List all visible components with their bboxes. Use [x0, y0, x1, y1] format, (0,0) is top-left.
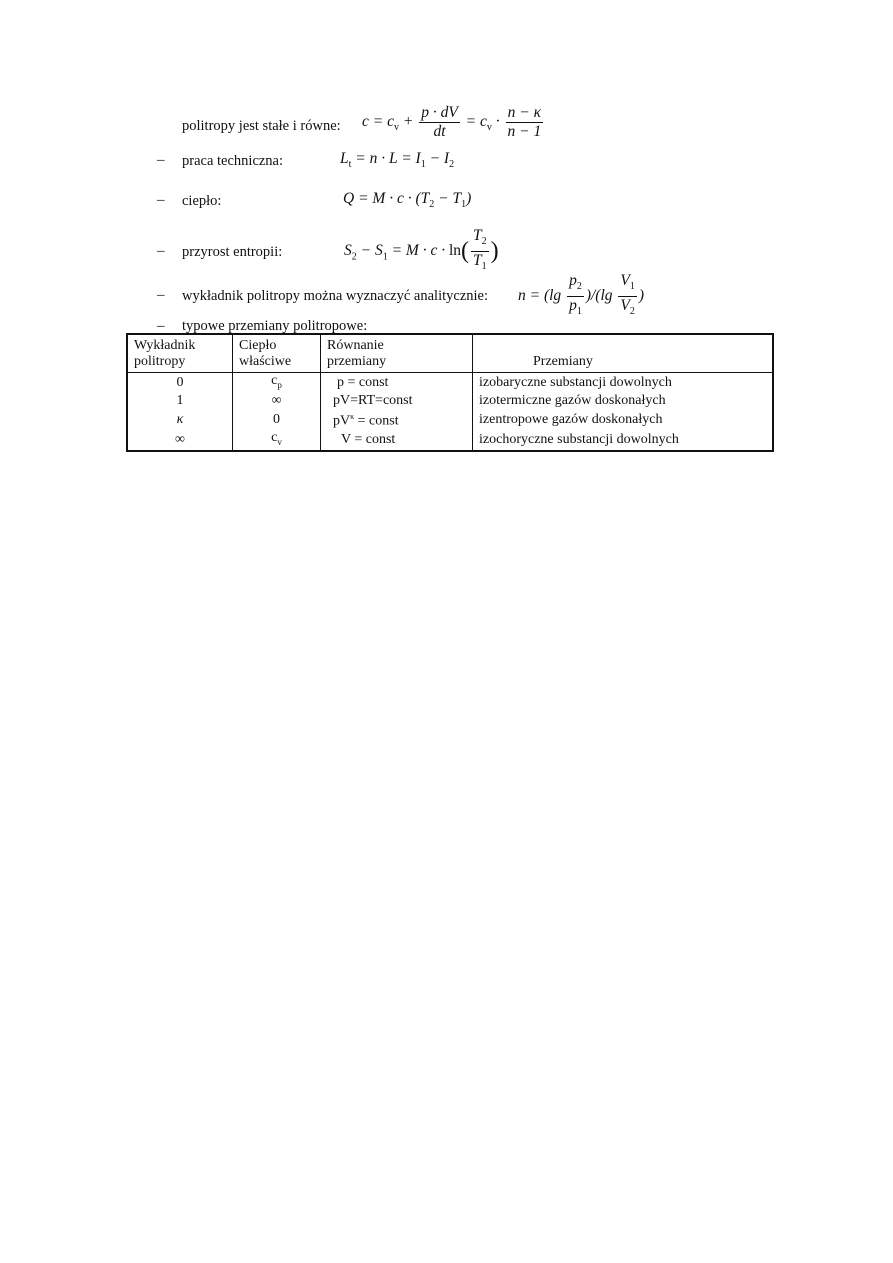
formula-label: ciepło: — [182, 193, 222, 209]
cell-heat: $c_p$ — [233, 373, 321, 393]
header-equation: Równanie przemiany — [321, 334, 473, 373]
bullet-dash: – — [157, 152, 165, 168]
cell-process: izotermiczne gazów doskonałych — [473, 393, 774, 410]
cell-process: izochoryczne substancji dowolnych — [473, 430, 774, 451]
table-row — [127, 393, 773, 410]
table-header-row — [127, 334, 773, 373]
cell-process: izentropowe gazów doskonałych — [473, 409, 774, 430]
specific-heat-equation: $c = c_v$ + $\frac{p \cdot dV}{dt}$ = $c_v$ · $\frac{n - \kappa}{n - 1}$ — [362, 104, 542, 140]
bullet-dash: – — [157, 243, 165, 259]
cell-heat: $c_v$ — [233, 430, 321, 451]
table-row — [127, 409, 773, 430]
cell-equation: V = const — [321, 430, 473, 451]
cell-equation: pV=RT=const — [321, 393, 473, 410]
exponent-equation: n = (lg $\frac{p_2}{p_1}$ )/(lg $\frac{V_1}{V_2}$ ) — [518, 272, 645, 318]
bullet-dash: – — [157, 192, 165, 208]
formula-label: praca techniczna: — [182, 153, 284, 169]
cell-heat: 0 — [233, 409, 321, 430]
cell-exponent: 0 — [176, 374, 184, 390]
cell-heat: ∞ — [233, 393, 321, 410]
formula-label: wykładnik politropy można wyznaczyć analitycznie: — [182, 288, 489, 304]
formula-label: politropy jest stałe i równe: — [182, 118, 341, 134]
bullet-dash: – — [157, 287, 165, 303]
formula-label: przyrost entropii: — [182, 244, 283, 260]
cell-equation: $pV^\kappa$ = const — [321, 409, 473, 430]
cell-exponent: κ — [176, 411, 184, 427]
cell-exponent: ∞ — [175, 431, 185, 447]
entropy-equation: $S_2 - S_1 = M \cdot c \cdot \ln$( $\frac{T_2}{T_1}$ ) — [344, 227, 499, 273]
technical-work-equation: $L_t = n \cdot L = I_1 - I_2$ — [340, 150, 455, 171]
header-exponent: Wykładnik politropy — [134, 338, 196, 369]
cell-exponent: 1 — [176, 393, 184, 409]
formula-label: typowe przemiany politropowe: — [182, 318, 368, 334]
cell-equation: p = const — [321, 373, 473, 393]
bullet-dash: – — [157, 318, 165, 334]
table-row — [127, 373, 773, 393]
heat-equation: $Q = M \cdot c \cdot (T_2 - T_1)$ — [343, 190, 472, 211]
table-row — [127, 430, 773, 451]
header-specific-heat: Ciepło właściwe — [233, 334, 321, 373]
header-processes: Przemiany — [473, 334, 774, 373]
cell-process: izobaryczne substancji dowolnych — [473, 373, 774, 393]
polytropic-processes-table — [126, 333, 774, 452]
